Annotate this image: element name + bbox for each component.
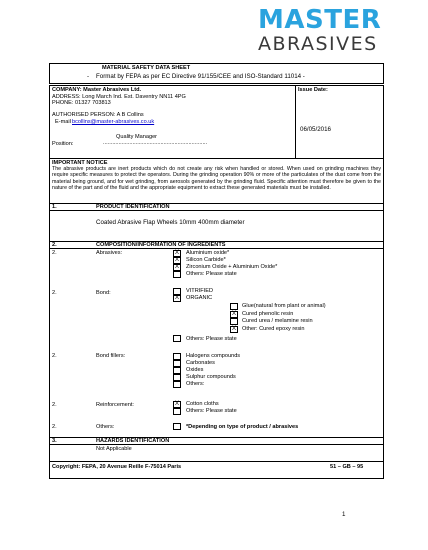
abrasives-number: 2. — [52, 250, 57, 256]
person-role: Quality Manager — [116, 134, 158, 140]
filler-label-3: Sulphur compounds — [186, 374, 236, 380]
filler-label-1: Carbonates — [186, 360, 215, 366]
fillers-label: Bond fillers: — [96, 353, 126, 359]
filler-checkbox-1[interactable] — [173, 360, 181, 367]
notice-top-border — [49, 158, 384, 159]
document-title: MATERIAL SAFETY DATA SHEET — [102, 65, 191, 71]
reinf-label-1: Others: Please state — [186, 408, 237, 414]
others-note: *Depending on type of product / abrasives — [186, 424, 299, 430]
issue-date-label: Issue Date: — [298, 87, 328, 93]
logo-abrasives-text: ABRASIVES — [258, 33, 378, 55]
page-number: 1 — [342, 511, 346, 518]
organic-label-2: Cured urea / melamine resin — [242, 318, 313, 324]
bond-other-label: Others: Please state — [186, 336, 237, 342]
abrasive-checkbox-1[interactable]: X — [174, 257, 179, 263]
abrasive-label-0: Aluminium oxide* — [186, 250, 230, 256]
section1-title: PRODUCT IDENTIFICATION — [96, 204, 170, 210]
footer-copyright: Copyright: FEPA, 20 Avenue Reille F-75014 Paris — [52, 464, 182, 470]
filler-label-4: Others: — [186, 381, 205, 387]
bond-label-1: ORGANIC — [186, 295, 213, 301]
organic-checkbox-2[interactable] — [230, 318, 238, 325]
abrasive-label-1: Silicon Carbide* — [186, 257, 226, 263]
bond-label: Bond: — [96, 290, 111, 296]
issue-date-value: 06/05/2016 — [300, 126, 331, 133]
bond-other-checkbox[interactable] — [173, 335, 181, 342]
notice-title: IMPORTANT NOTICE — [52, 160, 108, 166]
filler-checkbox-2[interactable] — [173, 367, 181, 374]
main-form-box — [49, 85, 384, 479]
organic-checkbox-1[interactable]: X — [231, 311, 236, 317]
document-subtitle: Format by FEPA as per EC Directive 91/155/CEE and ISO-Standard 11014 - — [96, 73, 305, 80]
authorised-person: AUTHORISED PERSON: A B Collins — [52, 112, 144, 118]
company-label: COMPANY: Master Abrasives Ltd. — [52, 87, 142, 93]
company-address: ADDRESS: Long March Ind. Est. Daventry NN11 4PG — [52, 94, 186, 100]
email-link[interactable]: bcollins@master-abrasives.co.uk — [72, 119, 155, 125]
others-number: 2. — [52, 424, 57, 430]
section3-number: 3. — [52, 438, 57, 444]
organic-label-0: Glue(natural from plant or animal) — [242, 303, 326, 309]
reinf-label-0: Cotton cloths — [186, 401, 219, 407]
bond-number: 2. — [52, 290, 57, 296]
organic-checkbox-0[interactable] — [230, 303, 238, 310]
company-divider — [295, 85, 296, 158]
section2-number: 2. — [52, 242, 57, 248]
abrasive-label-3: Others: Please state — [186, 271, 237, 277]
reinf-label: Reinforcement: — [96, 402, 134, 408]
section2-title: COMPOSITION/INFORMATION OF INGREDIENTS — [96, 242, 226, 248]
logo-master-text: MASTER — [258, 5, 382, 35]
abrasive-checkbox-0[interactable]: X — [174, 250, 179, 256]
section1-number: 1. — [52, 204, 57, 210]
organic-label-1: Cured phenolic resin — [242, 311, 294, 317]
filler-checkbox-0[interactable] — [173, 353, 181, 360]
filler-label-0: Halogens compounds — [186, 353, 241, 359]
abrasive-checkbox-2[interactable]: X — [174, 264, 179, 270]
filler-checkbox-4[interactable] — [173, 381, 181, 388]
others-checkbox[interactable] — [173, 423, 181, 430]
notice-text: The abrasive products are inert products which do not create any risk when handled or stored. When used on grinding machines they require specific measures to protect the operators. During the grinding operation 90% or more of the particulates of the dust come from the material being ground, and for wet grinding, from aerosols generated by the grinding fluid. Specific attention must therefore be given to the nature of the part and of the fluid and the appropriate equipment to extract these generated materials must be installed. — [52, 166, 381, 191]
product-description: Coated Abrasive Flap Wheels 10mm 400mm diameter — [96, 219, 245, 226]
position-dots: ................................................................... — [103, 140, 208, 146]
filler-label-2: Oxides — [186, 367, 204, 373]
bond-label-0: VITRIFIED — [186, 288, 214, 294]
filler-checkbox-3[interactable] — [173, 374, 181, 381]
position-label: Position: — [52, 141, 74, 147]
organic-label-3: Other: Cured epoxy resin — [242, 326, 305, 332]
abrasives-label: Abrasives: — [96, 250, 123, 256]
reinf-number: 2. — [52, 402, 57, 408]
abrasive-checkbox-3[interactable] — [173, 271, 181, 278]
bond-checkbox-0[interactable] — [173, 288, 181, 295]
reinf-checkbox-0[interactable]: X — [174, 401, 179, 407]
footer-top-border — [49, 461, 384, 462]
abrasive-label-2: Zirconium Oxide + Aluminium Oxide* — [186, 264, 278, 270]
email-label: E-mail — [55, 119, 71, 125]
bond-checkbox-1[interactable]: X — [174, 295, 179, 301]
fillers-number: 2. — [52, 353, 57, 359]
others-label: Others: — [96, 424, 115, 430]
company-phone: PHONE: 01327 703813 — [52, 100, 111, 106]
reinf-checkbox-1[interactable] — [173, 408, 181, 415]
footer-code: 51 – GB – 95 — [330, 464, 364, 470]
subtitle-dash: - — [87, 73, 90, 80]
hazards-description: Not Applicable — [96, 446, 132, 452]
organic-checkbox-3[interactable]: X — [231, 326, 236, 332]
section3-title: HAZARDS IDENTIFICATION — [96, 438, 170, 444]
